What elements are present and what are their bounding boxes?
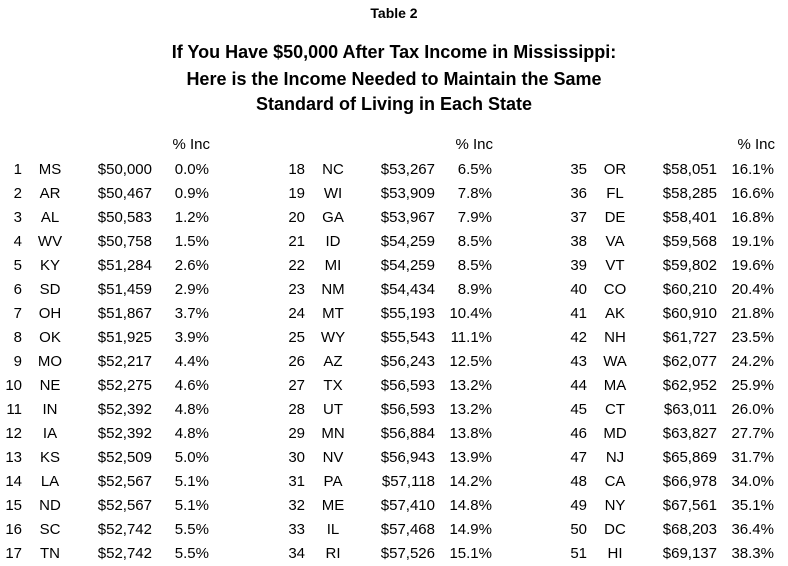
state-cell: AL bbox=[40, 209, 60, 226]
table-label: Table 2 bbox=[370, 5, 418, 21]
rank-cell: 26 bbox=[288, 353, 305, 370]
rank-cell: 47 bbox=[570, 449, 587, 466]
rank-cell: 42 bbox=[570, 329, 587, 346]
state-cell: MN bbox=[321, 425, 345, 442]
rank-cell: 25 bbox=[288, 329, 305, 346]
income-cell: $67,561 bbox=[662, 497, 717, 514]
pct-cell: 15.1% bbox=[449, 545, 492, 562]
state-cell: ND bbox=[39, 497, 61, 514]
rank-cell: 19 bbox=[288, 185, 305, 202]
rank-cell: 9 bbox=[13, 353, 22, 370]
pct-cell: 3.7% bbox=[174, 305, 209, 322]
rank-cell: 11 bbox=[6, 401, 22, 418]
rank-cell: 30 bbox=[288, 449, 305, 466]
pct-cell: 5.5% bbox=[174, 521, 209, 538]
income-cell: $52,742 bbox=[97, 521, 152, 538]
table-row bbox=[283, 302, 543, 326]
table-row bbox=[283, 326, 543, 350]
income-cell: $61,727 bbox=[662, 329, 717, 346]
income-cell: $56,593 bbox=[380, 377, 435, 394]
income-cell: $52,742 bbox=[97, 545, 152, 562]
income-cell: $58,401 bbox=[662, 209, 717, 226]
state-cell: OH bbox=[38, 305, 62, 322]
table-row bbox=[0, 398, 260, 422]
state-cell: IA bbox=[42, 425, 58, 442]
table-row bbox=[565, 158, 788, 182]
rank-cell: 40 bbox=[570, 281, 587, 298]
income-cell: $60,210 bbox=[662, 281, 717, 298]
pct-cell: 19.6% bbox=[731, 257, 774, 274]
rank-cell: 36 bbox=[570, 185, 587, 202]
pct-cell: 35.1% bbox=[731, 497, 774, 514]
table-column-2 bbox=[283, 136, 543, 564]
table-row bbox=[0, 422, 260, 446]
pct-cell: 20.4% bbox=[731, 281, 774, 298]
state-cell: OK bbox=[39, 329, 61, 346]
state-cell: GA bbox=[322, 209, 344, 226]
table-row bbox=[283, 470, 543, 494]
pct-cell: 5.1% bbox=[174, 497, 209, 514]
pct-cell: 24.2% bbox=[731, 353, 774, 370]
state-cell: RI bbox=[325, 545, 341, 562]
pct-cell: 13.8% bbox=[449, 425, 492, 442]
table-row bbox=[565, 278, 788, 302]
table-row bbox=[0, 446, 260, 470]
pct-cell: 4.8% bbox=[174, 425, 209, 442]
income-cell: $57,118 bbox=[381, 473, 435, 490]
pct-cell: 14.2% bbox=[449, 473, 492, 490]
state-cell: CA bbox=[604, 473, 626, 490]
pct-cell: 4.4% bbox=[174, 353, 209, 370]
table-row bbox=[283, 158, 543, 182]
table-row bbox=[0, 326, 260, 350]
pct-cell: 26.0% bbox=[731, 401, 774, 418]
income-cell: $52,392 bbox=[97, 425, 152, 442]
table-row bbox=[0, 374, 260, 398]
income-cell: $50,758 bbox=[97, 233, 152, 250]
state-cell: NV bbox=[322, 449, 344, 466]
income-cell: $69,137 bbox=[662, 545, 717, 562]
pct-cell: 7.8% bbox=[457, 185, 492, 202]
rank-cell: 28 bbox=[288, 401, 305, 418]
income-cell: $58,285 bbox=[662, 185, 717, 202]
title-line-2: Here is the Income Needed to Maintain the Same bbox=[186, 69, 602, 89]
state-cell: PA bbox=[323, 473, 343, 490]
state-cell: MD bbox=[603, 425, 627, 442]
rank-cell: 34 bbox=[288, 545, 305, 562]
table-row bbox=[565, 254, 788, 278]
state-cell: DE bbox=[604, 209, 626, 226]
rank-cell: 43 bbox=[570, 353, 587, 370]
income-cell: $59,568 bbox=[662, 233, 717, 250]
state-cell: TX bbox=[323, 377, 343, 394]
income-cell: $60,910 bbox=[662, 305, 717, 322]
income-cell: $51,284 bbox=[97, 257, 152, 274]
pct-cell: 4.8% bbox=[174, 401, 209, 418]
state-cell: TN bbox=[40, 545, 60, 562]
rank-cell: 50 bbox=[570, 521, 587, 538]
state-cell: NJ bbox=[605, 449, 625, 466]
state-cell: IN bbox=[42, 401, 58, 418]
rank-cell: 29 bbox=[288, 425, 305, 442]
state-cell: UT bbox=[323, 401, 343, 418]
income-cell: $56,593 bbox=[380, 401, 435, 418]
state-cell: IL bbox=[326, 521, 340, 538]
state-cell: WA bbox=[603, 353, 627, 370]
pct-cell: 31.7% bbox=[731, 449, 774, 466]
income-cell: $62,077 bbox=[662, 353, 717, 370]
table-row bbox=[565, 542, 788, 566]
income-cell: $59,802 bbox=[662, 257, 717, 274]
rank-cell: 3 bbox=[13, 209, 22, 226]
income-cell: $53,909 bbox=[380, 185, 435, 202]
table-row bbox=[283, 518, 543, 542]
table-column-3 bbox=[565, 136, 788, 564]
income-cell: $56,243 bbox=[380, 353, 435, 370]
table-row bbox=[0, 230, 260, 254]
table-row bbox=[565, 326, 788, 350]
pct-cell: 10.4% bbox=[449, 305, 492, 322]
rank-cell: 33 bbox=[288, 521, 305, 538]
table-row bbox=[283, 422, 543, 446]
income-cell: $51,925 bbox=[97, 329, 152, 346]
rank-cell: 51 bbox=[570, 545, 587, 562]
rank-cell: 15 bbox=[5, 497, 22, 514]
rank-cell: 2 bbox=[13, 185, 22, 202]
table-row bbox=[0, 182, 260, 206]
table-row bbox=[283, 494, 543, 518]
rank-cell: 46 bbox=[570, 425, 587, 442]
pct-cell: 5.0% bbox=[174, 449, 209, 466]
pct-cell: 8.5% bbox=[457, 257, 492, 274]
pct-cell: 1.2% bbox=[174, 209, 209, 226]
state-cell: MT bbox=[322, 305, 344, 322]
pct-cell: 13.2% bbox=[449, 377, 492, 394]
state-cell: AZ bbox=[323, 353, 343, 370]
rank-cell: 13 bbox=[5, 449, 22, 466]
table-row bbox=[283, 446, 543, 470]
rank-cell: 16 bbox=[5, 521, 22, 538]
pct-cell: 14.8% bbox=[449, 497, 492, 514]
rank-cell: 8 bbox=[13, 329, 22, 346]
state-cell: ME bbox=[321, 497, 345, 514]
state-cell: WI bbox=[323, 185, 343, 202]
income-cell: $66,978 bbox=[662, 473, 717, 490]
pct-cell: 23.5% bbox=[731, 329, 774, 346]
state-cell: VA bbox=[605, 233, 625, 250]
pct-header: % Inc bbox=[455, 136, 493, 153]
state-cell: MS bbox=[38, 161, 62, 178]
income-cell: $65,869 bbox=[662, 449, 717, 466]
income-cell: $54,259 bbox=[380, 257, 435, 274]
pct-cell: 16.8% bbox=[731, 209, 774, 226]
state-cell: SC bbox=[39, 521, 61, 538]
table-row bbox=[565, 446, 788, 470]
table-row bbox=[0, 518, 260, 542]
table-row bbox=[565, 374, 788, 398]
state-cell: KS bbox=[39, 449, 60, 466]
state-cell: OR bbox=[603, 161, 627, 178]
pct-cell: 16.6% bbox=[731, 185, 774, 202]
pct-cell: 16.1% bbox=[731, 161, 774, 178]
income-cell: $55,193 bbox=[380, 305, 435, 322]
rank-cell: 49 bbox=[570, 497, 587, 514]
table-row bbox=[0, 206, 260, 230]
income-cell: $52,392 bbox=[97, 401, 152, 418]
table-row bbox=[565, 422, 788, 446]
pct-cell: 0.9% bbox=[174, 185, 209, 202]
state-cell: WY bbox=[320, 329, 346, 346]
table-row bbox=[0, 158, 260, 182]
pct-cell: 19.1% bbox=[731, 233, 774, 250]
state-cell: FL bbox=[606, 185, 624, 202]
income-cell: $53,967 bbox=[380, 209, 435, 226]
table-row bbox=[283, 230, 543, 254]
state-cell: DC bbox=[604, 521, 626, 538]
income-cell: $56,884 bbox=[380, 425, 435, 442]
rank-cell: 20 bbox=[288, 209, 305, 226]
table-row bbox=[283, 278, 543, 302]
table-row bbox=[565, 182, 788, 206]
state-cell: CT bbox=[605, 401, 625, 418]
rank-cell: 6 bbox=[13, 281, 22, 298]
income-cell: $63,827 bbox=[662, 425, 717, 442]
pct-cell: 13.9% bbox=[449, 449, 492, 466]
pct-cell: 1.5% bbox=[174, 233, 209, 250]
pct-cell: 2.6% bbox=[174, 257, 209, 274]
rank-cell: 31 bbox=[288, 473, 305, 490]
state-cell: NC bbox=[322, 161, 344, 178]
rank-cell: 14 bbox=[5, 473, 22, 490]
rank-cell: 18 bbox=[288, 161, 305, 178]
rank-cell: 32 bbox=[288, 497, 305, 514]
table-row bbox=[0, 350, 260, 374]
title-line-3: Standard of Living in Each State bbox=[255, 94, 533, 114]
table-row bbox=[565, 398, 788, 422]
pct-cell: 6.5% bbox=[457, 161, 492, 178]
rank-cell: 41 bbox=[570, 305, 587, 322]
income-cell: $53,267 bbox=[380, 161, 435, 178]
income-cell: $62,952 bbox=[662, 377, 717, 394]
state-cell: MA bbox=[603, 377, 627, 394]
income-cell: $52,217 bbox=[97, 353, 152, 370]
pct-cell: 3.9% bbox=[174, 329, 209, 346]
pct-cell: 38.3% bbox=[731, 545, 774, 562]
income-cell: $54,259 bbox=[380, 233, 435, 250]
state-cell: AR bbox=[39, 185, 61, 202]
income-cell: $51,459 bbox=[97, 281, 152, 298]
income-cell: $50,583 bbox=[97, 209, 152, 226]
income-cell: $55,543 bbox=[380, 329, 435, 346]
state-cell: WV bbox=[37, 233, 63, 250]
state-cell: HI bbox=[607, 545, 623, 562]
income-cell: $57,526 bbox=[380, 545, 435, 562]
table-row bbox=[565, 470, 788, 494]
income-cell: $52,567 bbox=[97, 473, 152, 490]
table-row bbox=[0, 302, 260, 326]
table-row bbox=[0, 470, 260, 494]
rank-cell: 38 bbox=[570, 233, 587, 250]
pct-header: % Inc bbox=[737, 136, 775, 153]
title-line-1: If You Have $50,000 After Tax Income in Mississippi: bbox=[171, 42, 617, 62]
pct-cell: 2.9% bbox=[174, 281, 209, 298]
rank-cell: 12 bbox=[5, 425, 22, 442]
table-row bbox=[283, 350, 543, 374]
rank-cell: 22 bbox=[288, 257, 305, 274]
pct-cell: 0.0% bbox=[174, 161, 209, 178]
table-column-1 bbox=[0, 136, 260, 564]
state-cell: KY bbox=[39, 257, 60, 274]
pct-cell: 36.4% bbox=[731, 521, 774, 538]
table-row bbox=[565, 518, 788, 542]
pct-cell: 5.1% bbox=[174, 473, 209, 490]
table-row bbox=[565, 494, 788, 518]
table-row bbox=[283, 206, 543, 230]
pct-cell: 13.2% bbox=[449, 401, 492, 418]
table-row bbox=[283, 182, 543, 206]
state-cell: CO bbox=[603, 281, 627, 298]
table-row bbox=[283, 254, 543, 278]
income-cell: $51,867 bbox=[97, 305, 152, 322]
table-row bbox=[565, 230, 788, 254]
income-cell: $50,000 bbox=[97, 161, 152, 178]
state-cell: NM bbox=[321, 281, 345, 298]
state-cell: MO bbox=[37, 353, 63, 370]
income-cell: $58,051 bbox=[662, 161, 717, 178]
state-cell: NE bbox=[39, 377, 61, 394]
rank-cell: 35 bbox=[570, 161, 587, 178]
pct-cell: 4.6% bbox=[174, 377, 209, 394]
pct-cell: 34.0% bbox=[731, 473, 774, 490]
income-cell: $57,468 bbox=[380, 521, 435, 538]
table-row bbox=[0, 254, 260, 278]
table-row bbox=[0, 542, 260, 566]
pct-cell: 8.9% bbox=[457, 281, 492, 298]
rank-cell: 23 bbox=[288, 281, 305, 298]
pct-cell: 27.7% bbox=[731, 425, 774, 442]
pct-cell: 8.5% bbox=[457, 233, 492, 250]
pct-cell: 21.8% bbox=[731, 305, 774, 322]
rank-cell: 48 bbox=[570, 473, 587, 490]
state-cell: LA bbox=[40, 473, 60, 490]
income-cell: $57,410 bbox=[380, 497, 435, 514]
rank-cell: 17 bbox=[5, 545, 22, 562]
table-row bbox=[283, 542, 543, 566]
table-row bbox=[565, 206, 788, 230]
table-row bbox=[283, 398, 543, 422]
state-cell: MI bbox=[324, 257, 342, 274]
state-cell: NH bbox=[604, 329, 626, 346]
rank-cell: 45 bbox=[570, 401, 587, 418]
pct-cell: 25.9% bbox=[731, 377, 774, 394]
table-row bbox=[565, 302, 788, 326]
pct-header: % Inc bbox=[172, 136, 210, 153]
pct-cell: 11.1% bbox=[450, 329, 492, 346]
pct-cell: 14.9% bbox=[449, 521, 492, 538]
rank-cell: 37 bbox=[570, 209, 587, 226]
state-cell: VT bbox=[605, 257, 625, 274]
pct-cell: 7.9% bbox=[457, 209, 492, 226]
table-row bbox=[0, 278, 260, 302]
state-cell: NY bbox=[604, 497, 626, 514]
state-cell: ID bbox=[325, 233, 341, 250]
table-row bbox=[0, 494, 260, 518]
rank-cell: 27 bbox=[288, 377, 305, 394]
rank-cell: 44 bbox=[570, 377, 587, 394]
table-row bbox=[283, 374, 543, 398]
rank-cell: 5 bbox=[13, 257, 22, 274]
state-cell: AK bbox=[604, 305, 625, 322]
rank-cell: 1 bbox=[13, 161, 22, 178]
income-cell: $54,434 bbox=[380, 281, 435, 298]
rank-cell: 4 bbox=[13, 233, 22, 250]
rank-cell: 24 bbox=[288, 305, 305, 322]
state-cell: SD bbox=[39, 281, 61, 298]
rank-cell: 7 bbox=[13, 305, 22, 322]
income-cell: $50,467 bbox=[97, 185, 152, 202]
pct-cell: 5.5% bbox=[174, 545, 209, 562]
pct-cell: 12.5% bbox=[449, 353, 492, 370]
income-cell: $52,275 bbox=[97, 377, 152, 394]
rank-cell: 10 bbox=[5, 377, 22, 394]
rank-cell: 21 bbox=[288, 233, 305, 250]
income-cell: $63,011 bbox=[663, 401, 717, 418]
income-cell: $56,943 bbox=[380, 449, 435, 466]
income-cell: $52,567 bbox=[97, 497, 152, 514]
income-cell: $68,203 bbox=[662, 521, 717, 538]
rank-cell: 39 bbox=[570, 257, 587, 274]
income-cell: $52,509 bbox=[97, 449, 152, 466]
table-row bbox=[565, 350, 788, 374]
